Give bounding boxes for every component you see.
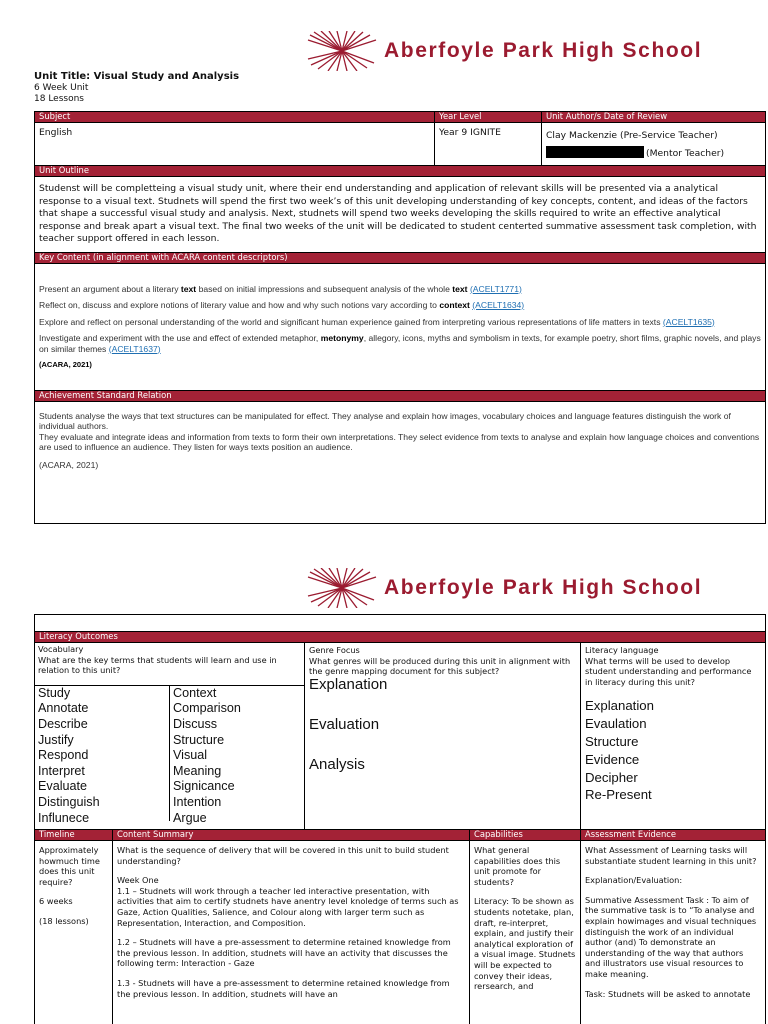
vocab-cell — [35, 643, 305, 830]
key-item-4 — [39, 333, 761, 354]
subject-text: English — [39, 127, 73, 138]
achievement-source: (ACARA, 2021) — [39, 459, 99, 470]
lang-header — [585, 645, 761, 687]
year-text: Year 9 IGNITE — [439, 127, 501, 138]
literacy-term: Re-Present — [585, 787, 652, 803]
genre-list — [309, 665, 576, 785]
acelt1771-link[interactable]: (ACELT1771) — [469, 283, 522, 294]
k2a: Reflect on, discuss and explore notions of literary value and how and why such notions vary according to — [39, 300, 440, 310]
subject-value — [35, 123, 435, 166]
capabilities-cell — [470, 841, 581, 1024]
vocab-term: Influnece — [38, 810, 90, 825]
k1c: based on initial impressions and subsequent analysis of the whole — [196, 283, 453, 294]
vocab-question: What are the key terms that students will learn and use in relation to this unit? — [38, 654, 277, 676]
vocab-term: Comparison — [173, 701, 241, 716]
assess-task: Task: Studnets will be asked to annotate — [585, 988, 751, 999]
k1b: text — [180, 283, 197, 294]
timeline-weeks: 6 weeks — [39, 896, 73, 907]
sunburst-logo-icon — [306, 568, 378, 608]
vocab-grid — [35, 685, 304, 825]
key-item-1 — [39, 284, 761, 295]
k2b: context — [439, 300, 470, 310]
year-value — [435, 123, 542, 166]
k4c: , allegory, icons, myths and symbolism in texts, for example poetry, short films, graphic novels, and plays on similar themes — [39, 333, 761, 354]
vocab-term: Visual — [173, 748, 208, 763]
assessment-cell — [581, 841, 766, 1024]
vocab-col-1 — [35, 685, 169, 825]
timeline-lessons: (18 lessons) — [39, 915, 89, 926]
genre-cell — [305, 643, 581, 830]
vocab-term: Signicance — [173, 779, 235, 794]
key-item-2 — [39, 300, 761, 311]
vocab-term: Annotate — [38, 701, 89, 716]
author-1: Clay Mackenzie (Pre-Service Teacher) — [546, 130, 718, 141]
literacy-table — [34, 614, 766, 1024]
timeline-cell — [35, 841, 113, 1024]
vocab-header — [35, 643, 304, 677]
blank-row — [35, 615, 766, 632]
assessment-heading: Assessment Evidence — [581, 830, 766, 841]
genre-question: What genres will be produced during this unit in alignment with the genre mapping document for this subject? — [309, 655, 571, 677]
k4a: Investigate and experiment with the use and effect of extended metaphor, — [39, 333, 321, 343]
week-one: Week One — [117, 875, 159, 886]
lang-cell — [581, 643, 766, 830]
unit-lessons: 18 Lessons — [34, 94, 84, 104]
author-2-row — [546, 145, 761, 163]
school-name-2: Aberfoyle Park High School — [384, 576, 703, 599]
vocab-title: Vocabulary — [38, 644, 84, 654]
vocab-term: Study — [38, 685, 71, 700]
timeline-heading: Timeline — [35, 830, 113, 841]
genre-item: Explanation — [309, 675, 388, 693]
redacted-name — [546, 146, 644, 158]
content-heading: Content Summary — [113, 830, 470, 841]
vocab-term: Respond — [38, 748, 89, 763]
year-heading: Year Level — [435, 112, 542, 123]
literacy-term: Decipher — [585, 769, 638, 785]
vocab-term: Describe — [38, 716, 88, 731]
k3a: Explore and reflect on personal understanding of the world and significant human experience gained from interpreting various representations of life matters in texts — [39, 316, 663, 327]
key-source-text: (ACARA, 2021) — [39, 360, 92, 369]
unit-title: Unit Title: Visual Study and Analysis — [34, 71, 240, 82]
acelt1637-link[interactable]: (ACELT1637) — [108, 343, 161, 354]
unit-weeks: 6 Week Unit — [34, 82, 89, 93]
key-source — [39, 360, 761, 371]
vocab-term: Argue — [173, 810, 207, 825]
lang-terms — [585, 697, 761, 804]
lang-title: Literacy language — [585, 645, 659, 655]
key-item-3 — [39, 317, 761, 328]
assess-type: Explanation/Evaluation: — [585, 875, 683, 886]
timeline-question: Approximately howmuch time does this unit require? — [39, 845, 100, 887]
capabilities-heading: Capabilities — [470, 830, 581, 841]
vocab-term: Meaning — [173, 763, 222, 778]
sunburst-logo-icon — [306, 31, 378, 71]
genre-title: Genre Focus — [309, 645, 360, 655]
genre-item: Evaluation — [309, 715, 380, 733]
assess-question: What Assessment of Learning tasks will substantiate student learning in this unit? — [585, 845, 757, 866]
lesson-1-2: 1.2 – Studnets will have a pre-assessment to determine retained knowledge from the previous lesson. In addition, studnets will have an activity that discusses the following term: Interaction - Gaze — [117, 937, 451, 969]
vocab-term: Interpret — [38, 763, 85, 778]
vocab-term: Distinguish — [38, 794, 100, 809]
unit-details-table — [34, 111, 766, 524]
author-2: (Mentor Teacher) — [646, 148, 725, 159]
cap-question: What general capabilities does this unit promote for students? — [474, 845, 561, 887]
author-heading: Unit Author/s Date of Review — [542, 112, 766, 123]
school-logo-2 — [306, 568, 702, 608]
genre-item: Analysis — [309, 755, 365, 773]
literacy-term: Structure — [585, 733, 639, 749]
content-question: What is the sequence of delivery that will be covered in this unit to build student understanding? — [117, 845, 449, 866]
content-cell — [113, 841, 470, 1024]
cap-literacy: Literacy: To be shown as students notetake, plan, draft, re-interpret, explain, and justify their analytical exploration of a visual image. Studnets will be expected to convey their ideas, rersearch, and — [474, 896, 576, 992]
achievement-body — [35, 401, 766, 523]
vocab-term: Intention — [173, 794, 222, 809]
acelt1634-link[interactable]: (ACELT1634) — [472, 300, 525, 310]
lang-question: What terms will be used to develop student understanding and performance in literacy during this unit? — [585, 655, 752, 687]
unit-header — [34, 71, 239, 106]
vocab-term: Structure — [173, 732, 225, 747]
k1a: Present an argument about a literary — [39, 283, 181, 294]
vocab-col-2 — [169, 685, 304, 825]
literacy-term: Explanation — [585, 698, 654, 714]
lesson-1-3: 1.3 - Studnets will have a pre-assessment to determine retained knowledge from the previous lesson. In addition, studnets will have an — [117, 977, 450, 999]
k1d: text — [452, 283, 468, 294]
vocab-term: Context — [173, 685, 217, 700]
vocab-term: Discuss — [173, 716, 218, 731]
key-content-body — [35, 263, 766, 390]
literacy-heading: Literacy Outcomes — [35, 632, 766, 643]
vocab-term: Justify — [38, 732, 74, 747]
lesson-1-1: 1.1 – Studnets will work through a teacher led interactive presentation, with activities that aim to certify studnets have anentry level knoledge of terms such as Gaze, Action Qualities, Salience, and Colour along with larger term such as Representation, Interaction, and Composition. — [117, 885, 459, 928]
achievement-line-1: Students analyse the ways that text structures can be manipulated for effect. They analyse and explain how images, vocabulary choices and language features distinguish the work of individual authors. — [39, 410, 731, 431]
literacy-term: Evidence — [585, 751, 640, 767]
achievement-heading: Achievement Standard Relation — [35, 390, 766, 401]
outline-heading: Unit Outline — [35, 166, 766, 177]
key-content-heading: Key Content (in alignment with ACARA content descriptors) — [35, 252, 766, 263]
subject-heading: Subject — [35, 112, 435, 123]
acelt1635-link[interactable]: (ACELT1635) — [662, 316, 715, 327]
school-logo — [306, 31, 702, 71]
achievement-line-2: They evaluate and integrate ideas and information from texts to form their own interpretations. They select evidence from texts to analyse and explain how language choices and conventions are used to influence an audience. They listen for ways texts position an audience. — [39, 431, 760, 452]
author-value — [542, 123, 766, 166]
literacy-term: Evaulation — [585, 716, 647, 732]
vocab-term: Evaluate — [38, 779, 88, 794]
outline-text: Studenst will be completteing a visual study unit, where their end understanding and application of relevant skills will be presented via a analytical response to a visual text. Studnets will spend the first two week’s of this unit developing understanding of key concepts, content, and ideas of the factors that shape a successful visual study and analysis. Next, studnets will spend two weeks developing the skills required to write an effective analytical response and break apart a visual text. The final two weeks of the unit will be dedicated to student centerted summative assessment task completion, with teacher support offered in each lesson. — [35, 177, 766, 253]
assess-summative: Summative Assessment Task : To aim of the summative task is to “To analyse and explain howimages and visual techniques distinguish the work of an individual author (and) To demonstrate an understanding of the way that authors and illustrators use visual resources to make meaning. — [585, 894, 757, 979]
k4b: metonymy — [320, 333, 364, 343]
school-name: Aberfoyle Park High School — [384, 39, 703, 62]
